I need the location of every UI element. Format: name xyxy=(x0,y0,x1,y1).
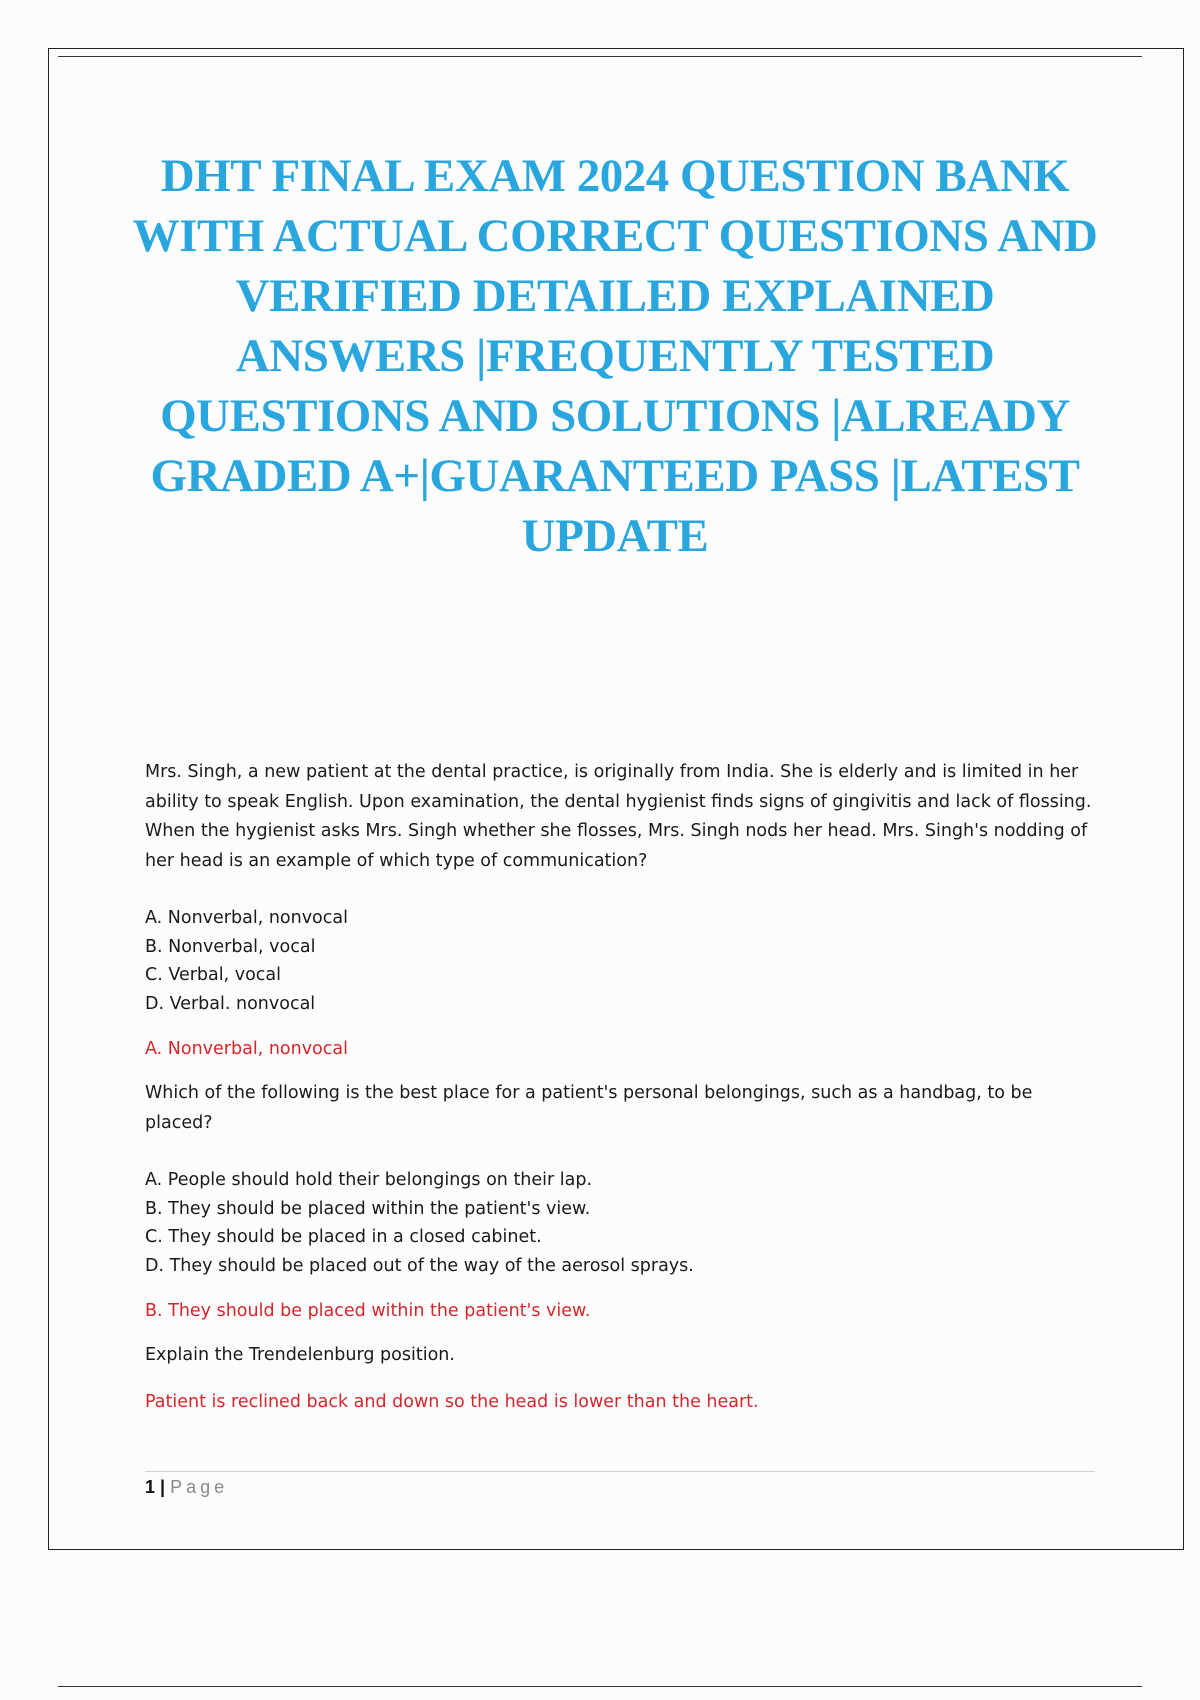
question-text: Mrs. Singh, a new patient at the dental practice, is originally from India. She is elderly and is limited in her ability to speak English. Upon examination, the dental hygienist finds signs of gingivitis and lack of flossing. When the hygienist asks Mrs. Singh whether she flosses, Mrs. Singh nods her head. Mrs. Singh's nodding of her head is an example of which type of communication? xyxy=(145,762,1092,871)
options-list xyxy=(145,1166,1095,1280)
question-block xyxy=(145,1079,1095,1325)
document-title: DHT FINAL EXAM 2024 QUESTION BANK WITH ACTUAL CORRECT QUESTIONS AND VERIFIED DETAILED EXPLAINED ANSWERS |FREQUENTLY TESTED QUESTIONS AND SOLUTIONS |ALREADY GRADED A+|GUARANTEED PASS |LATEST UPDATE xyxy=(132,150,1098,562)
answer-text: A. Nonverbal, nonvocal xyxy=(145,1039,348,1059)
option-item: A. Nonverbal, nonvocal xyxy=(145,908,348,928)
option-item: D. They should be placed out of the way of the aerosol sprays. xyxy=(145,1255,694,1276)
options-list xyxy=(145,904,1095,1018)
page-label: Page xyxy=(170,1477,229,1497)
question-block xyxy=(145,758,1095,1063)
page-footer xyxy=(145,1475,228,1499)
answer-text: Patient is reclined back and down so the head is lower than the heart. xyxy=(145,1391,759,1412)
page-separator: | xyxy=(155,1477,171,1497)
page-number: 1 xyxy=(145,1477,156,1497)
footer-rule xyxy=(145,1471,1095,1472)
top-rule xyxy=(58,56,1142,57)
option-item: C. They should be placed in a closed cabinet. xyxy=(145,1227,542,1247)
questions-container xyxy=(145,758,1095,1416)
option-item: D. Verbal. nonvocal xyxy=(145,993,316,1014)
option-item: B. They should be placed within the patient's view. xyxy=(145,1198,591,1219)
answer-text: B. They should be placed within the patient's view. xyxy=(145,1301,591,1321)
question-block xyxy=(145,1341,1095,1416)
question-text: Which of the following is the best place for a patient's personal belongings, such as a handbag, to be placed? xyxy=(145,1083,1033,1133)
option-item: C. Verbal, vocal xyxy=(145,965,282,985)
question-text: Explain the Trendelenburg position. xyxy=(145,1345,455,1365)
bottom-rule xyxy=(58,1686,1142,1687)
option-item: A. People should hold their belongings on their lap. xyxy=(145,1170,593,1190)
option-item: B. Nonverbal, vocal xyxy=(145,936,316,957)
